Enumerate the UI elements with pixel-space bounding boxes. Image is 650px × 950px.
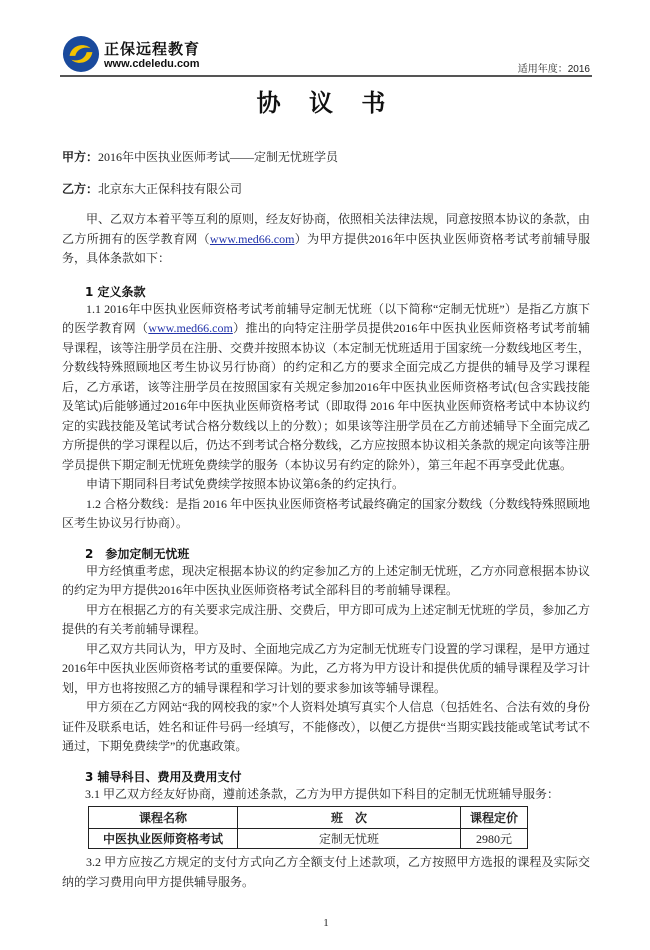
table-header-row bbox=[89, 807, 528, 829]
brand-name: 正保远程教育 bbox=[104, 41, 201, 58]
party-b bbox=[62, 180, 590, 198]
section-1-1-paragraph bbox=[62, 300, 590, 476]
year-label: 适用年度：2016 bbox=[517, 64, 590, 75]
section-2-paragraph: 甲方须在乙方网站“我的网校我的家”个人资料处填写真实个人信息（包括姓名、合法有效的身份证件及联系电话，姓名和证件号码一经填写，不能修改），以便乙方提供“当期实践技能或笔试考试不通过，下期免费续学”的优惠政策。 bbox=[62, 700, 590, 753]
section-3-2-paragraph: 3.2 甲方应按乙方规定的支付方式向乙方全额支付上述款项，乙方按照甲方选报的课程及实际交纳的学习费用向甲方提供辅导服务。 bbox=[62, 855, 590, 889]
intro-text: 甲、乙双方本着平等互利的原则，经友好协商，依照相关法律法规，同意按照本协议的条款，由乙方所拥有的医学教育网（ bbox=[62, 212, 591, 246]
document-body bbox=[62, 0, 590, 950]
section-2-paragraph: 甲乙双方共同认为，甲方及时、全面地完成乙方为定制无忧班专门设置的学习课程，是甲方通过2016年中医执业医师资格考试的重要保障。为此，乙方将为甲方设计和提供优质的辅导课程及学习计划，甲方也将按照乙方的辅导课程和学习计划的要求参加该等辅导课程。 bbox=[62, 641, 591, 695]
section-3-heading: 3 辅导科目、费用及费用支付 bbox=[85, 769, 242, 784]
brand-url: www.cdeledu.com bbox=[104, 58, 200, 70]
class-cell: 定制无忧班 bbox=[238, 829, 461, 849]
intro-paragraph bbox=[62, 210, 590, 269]
med66-link[interactable]: www.med66.com bbox=[148, 321, 233, 335]
page-title: 协 议 书 bbox=[256, 89, 396, 117]
section-2-paragraph: 甲方在根据乙方的有关要求完成注册、交费后，甲方即可成为上述定制无忧班的学员，参加乙方提供的有关考前辅导课程。 bbox=[62, 602, 591, 636]
section-1-2-paragraph: 1.2 合格分数线：是指 2016 年中医执业医师资格考试最终确定的国家分数线（分数线特殊照顾地区考生协议另行协商）。 bbox=[62, 496, 591, 530]
party-b-value: 北京东大正保科技有限公司 bbox=[98, 182, 243, 196]
party-a-value: 2016年中医执业医师考试——定制无忧班学员 bbox=[98, 150, 339, 164]
column-header: 班 次 bbox=[238, 807, 461, 829]
party-a-label: 甲方： bbox=[62, 150, 99, 164]
page-number: 1 bbox=[323, 917, 329, 929]
section-3-1-paragraph: 3.1 甲乙双方经友好协商，遵前述条款，乙方为甲方提供如下科目的定制无忧班辅导服务： bbox=[85, 786, 560, 801]
party-a bbox=[62, 148, 590, 166]
med66-link[interactable]: www.med66.com bbox=[209, 231, 295, 246]
section-1-heading: 1 定义条款 bbox=[85, 284, 146, 299]
table-row bbox=[89, 829, 528, 849]
section-2-heading: 2 参加定制无忧班 bbox=[85, 546, 190, 561]
clause-text: 1.1 2016年中医执业医师资格考试考前辅导定制无忧班（以下简称“定制无忧班”）是指乙方旗下的医学教育网（ bbox=[62, 301, 590, 335]
intro-text-cont: ）为甲方提供2016年中医执业医师资格考试考前辅导服务，具体条款如下： bbox=[62, 231, 590, 265]
clause-text-cont: ）推出的向特定注册学员提供2016年中医执业医师资格考试考前辅导课程，该等注册学员在注册、交费并按照本协议（本定制无忧班适用于国家统一分数线地区考生，分数线特殊照顾地区考生协议另行协商）的约定和乙方的要求全面完成乙方提供的辅导及学习课程后，乙方承诺，该等注册学员在按照国家有关规定参加2016年中医执业医师资格考试(包含实践技能及笔试)后能够通过2016年中医执业医师资格考试（即取得 2016 年中医执业医师资格考试中本协议约定的实践技能及笔试考试合格分数线以上的分数）；如果该等注册学员在乙方前述辅导下全面完成乙方所提供的学习课程以后，仍达不到考试合格分数线，乙方应按照本协议相关条款的规定向该等注册学员提供下期定制无忧班免费续学的服务（本协议另有约定的除外），第三年起不再享受此优惠。 bbox=[62, 321, 591, 472]
course-table bbox=[88, 806, 528, 849]
column-header: 课程定价 bbox=[461, 807, 528, 829]
price-cell: 2980元 bbox=[461, 829, 528, 849]
party-b-label: 乙方： bbox=[62, 182, 99, 196]
column-header: 课程名称 bbox=[89, 807, 238, 829]
section-1-note: 申请下期同科目考试免费续学按照本协议第6条的约定执行。 bbox=[86, 477, 405, 491]
course-name-cell: 中医执业医师资格考试 bbox=[89, 829, 238, 849]
section-2-paragraph: 甲方经慎重考虑，现决定根据本协议的约定参加乙方的上述定制无忧班，乙方亦同意根据本协议的约定为甲方提供2016年中医执业医师资格考试全部科目的考前辅导课程。 bbox=[62, 563, 591, 597]
